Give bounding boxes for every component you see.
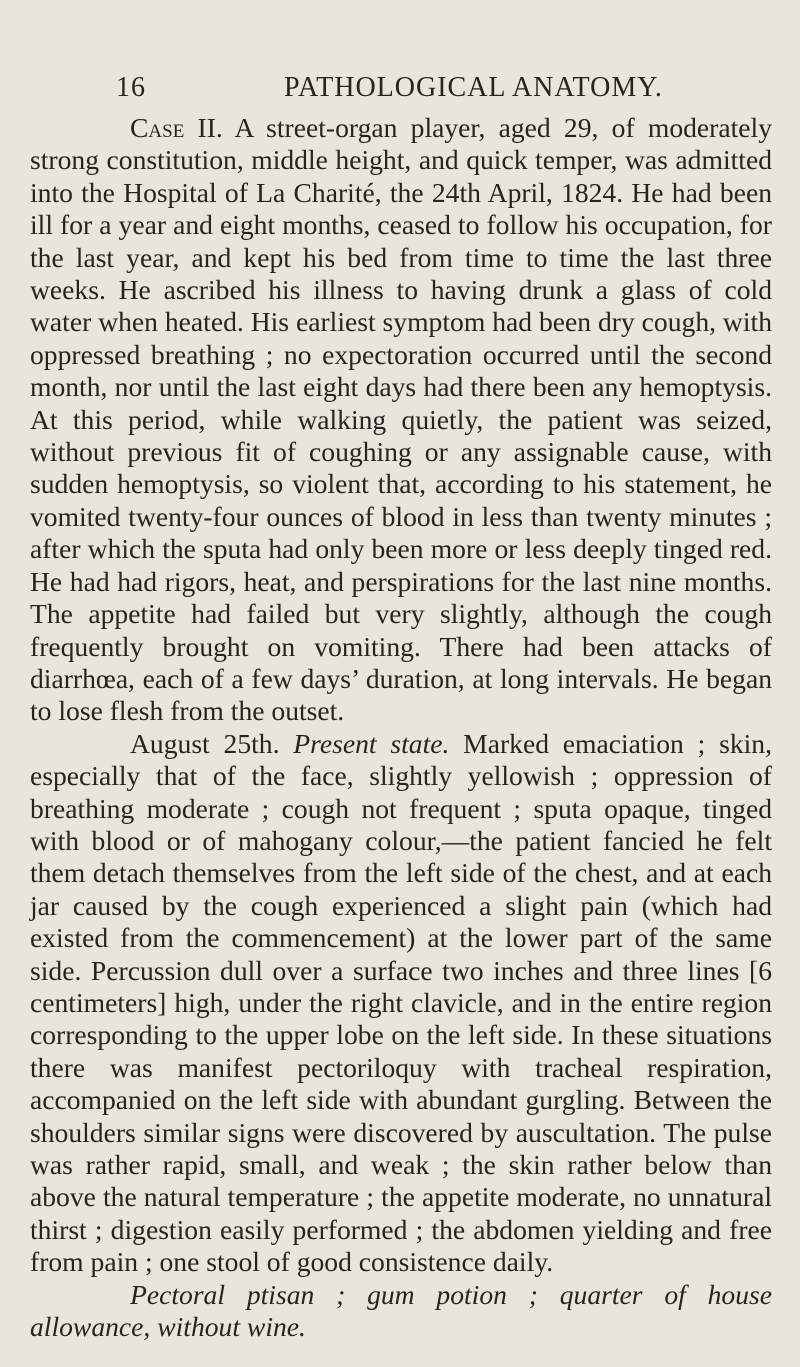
present-state-label: Present state.	[293, 727, 450, 759]
page-number: 16	[116, 72, 146, 103]
case-history-paragraph	[30, 112, 772, 728]
body-text	[30, 112, 772, 1343]
running-title: PATHOLOGICAL ANATOMY.	[284, 72, 663, 103]
case-label: Case II.	[130, 112, 223, 143]
present-state-paragraph	[30, 728, 772, 1279]
case-history-text: A street-organ player, aged 29, of moderately strong constitution, middle height, and quick temper, was admitted into the Hospital of La Charité, the 24th April, 1824. He had been ill for a year and eight months, ceased to follow his occupation, for the last year, and kept his bed from time to time the last three weeks. He ascribed his illness to having drunk a glass of cold water when heated. His earliest symptom had been dry cough, with oppressed breathing ; no expectoration occurred until the second month, nor until the last eight days had there been any hemoptysis. At this period, while walking quietly, the patient was seized, without previous fit of coughing or any assignable cause, with sudden hemoptysis, so violent that, according to his statement, he vomited twenty-four ounces of blood in less than twenty minutes ; after which the sputa had only been more or less deeply tinged red. He had had rigors, heat, and perspirations for the last nine months. The appetite had failed but very slightly, although the cough frequently brought on vomiting. There had been attacks of diarrhœa, each of a few days’ duration, at long intervals. He began to lose flesh from the outset.	[30, 112, 772, 727]
running-head	[30, 72, 772, 108]
present-state-text: Marked emaciation ; skin, especially that of the face, slightly yellowish ; oppression of breathing moderate ; cough not frequent ; sputa opaque, tinged with blood or of mahogany colour,—the patient fancied he felt them detach themselves from the left side of the chest, and at each jar caused by the cough experienced a slight pain (which had existed from the commencement) at the lower part of the same side. Percussion dull over a surface two inches and three lines [6 centimeters] high, under the right clavicle, and in the entire region corresponding to the upper lobe on the left side. In these situations there was manifest pectoriloquy with tracheal respiration, accompanied on the left side with abundant gurgling. Between the shoulders similar signs were discovered by auscultation. The pulse was rather rapid, small, and weak ; the skin rather below than above the natural temperature ; the appetite moderate, no unnatural thirst ; digestion easily performed ; the abdomen yielding and free from pain ; one stool of good consistence daily.	[30, 727, 772, 1278]
observation-date: August 25th.	[130, 727, 280, 759]
treatment-paragraph: Pectoral ptisan ; gum potion ; quarter of house allowance, without wine.	[30, 1278, 772, 1343]
